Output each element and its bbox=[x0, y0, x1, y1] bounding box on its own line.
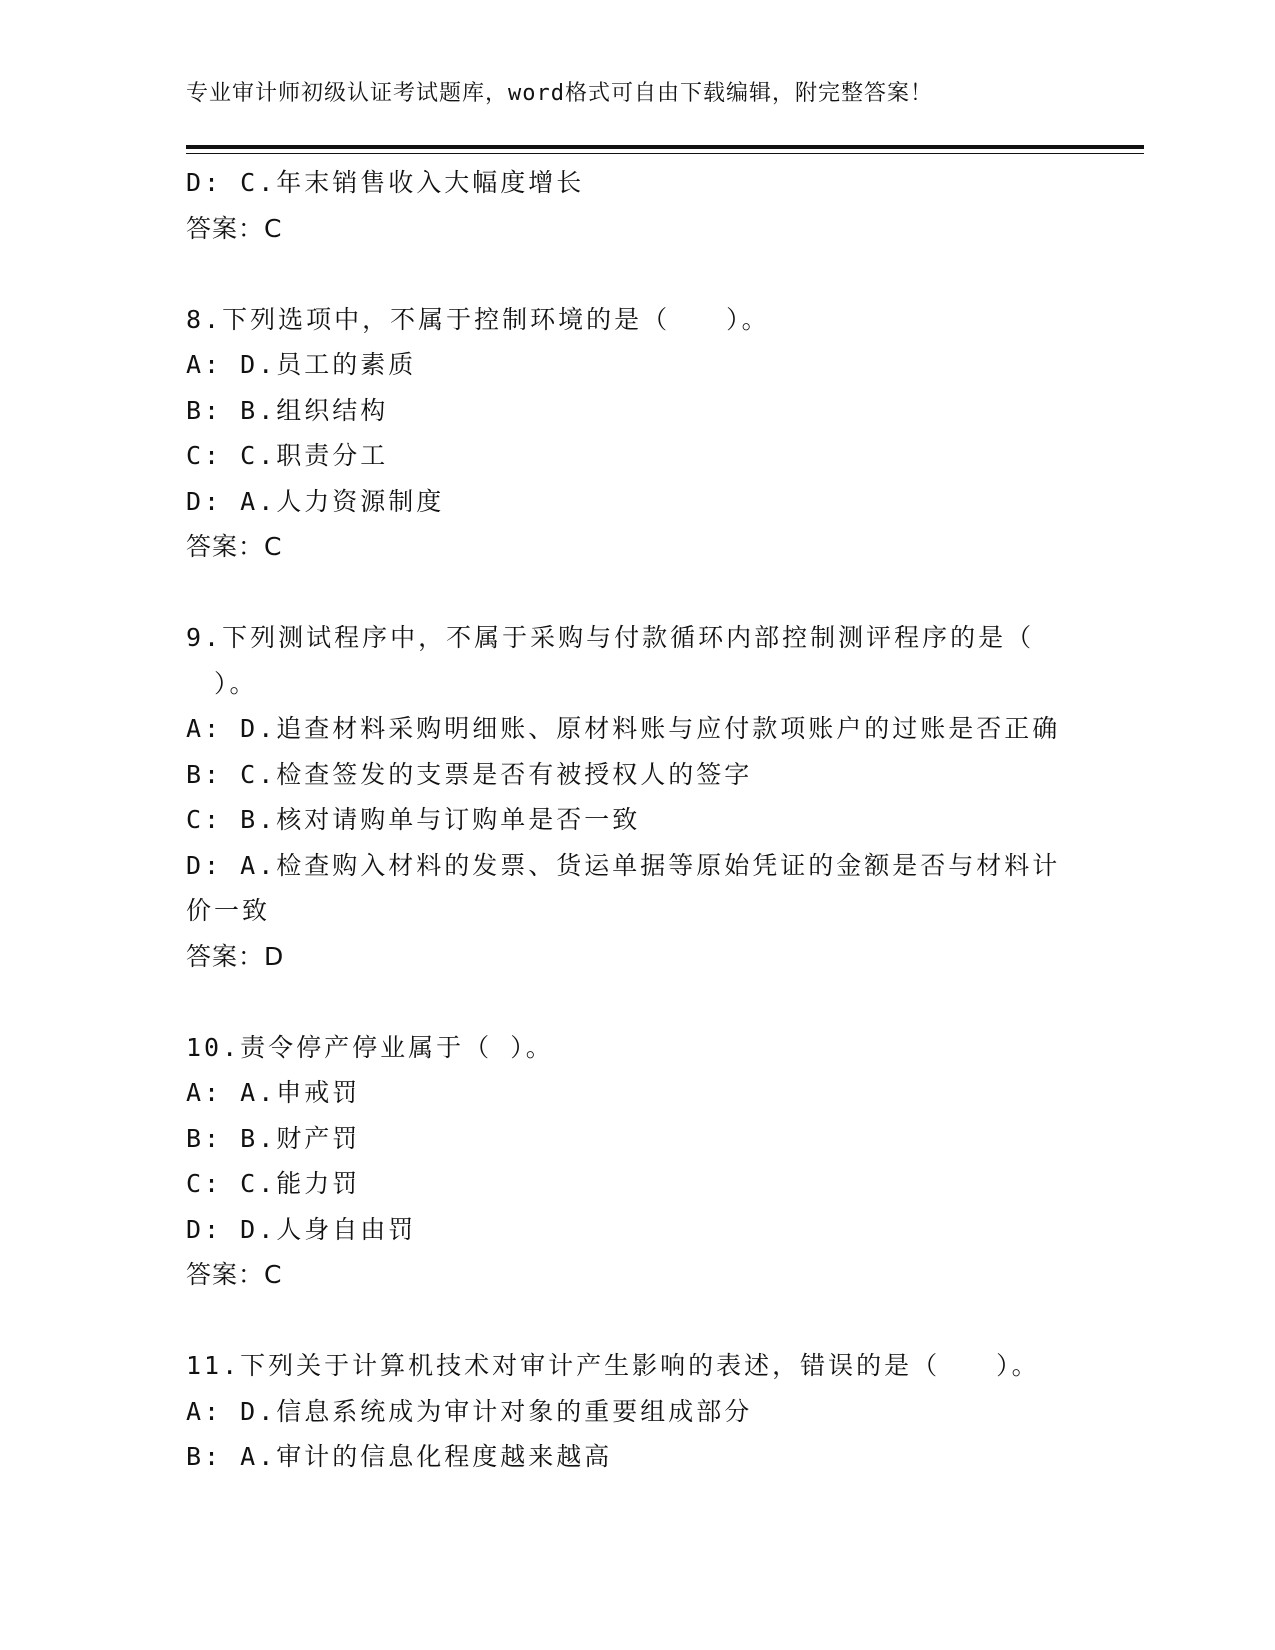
option-b: B: B.组织结构 bbox=[186, 395, 389, 425]
answer: 答案：C bbox=[186, 1260, 283, 1289]
question-stem: 10.责令停产停业属于（ ）。 bbox=[186, 1032, 554, 1062]
question-stem: 8.下列选项中，不属于控制环境的是（ ）。 bbox=[186, 304, 770, 334]
option-a: A: D.追查材料采购明细账、原材料账与应付款项账户的过账是否正确 bbox=[186, 714, 1061, 743]
spacer bbox=[186, 251, 1066, 297]
page-header: 专业审计师初级认证考试题库，word格式可自由下载编辑，附完整答案！ bbox=[186, 81, 933, 106]
option-c: C: B.核对请购单与订购单是否一致 bbox=[186, 805, 641, 834]
option-b: B: C.检查签发的支票是否有被授权人的签字 bbox=[186, 759, 753, 789]
option-d-continued: 价一致 bbox=[186, 896, 271, 925]
question-stem-continued: ）。 bbox=[186, 668, 258, 698]
spacer bbox=[186, 979, 1066, 1025]
question-stem: 11.下列关于计算机技术对审计产生影响的表述，错误的是（ ）。 bbox=[186, 1351, 1040, 1380]
option-a: A: D.信息系统成为审计对象的重要组成部分 bbox=[186, 1396, 753, 1426]
option-c: C: C.能力罚 bbox=[186, 1169, 361, 1198]
header-rule-thick bbox=[186, 145, 1144, 149]
option-b: B: A.审计的信息化程度越来越高 bbox=[186, 1442, 613, 1471]
answer: 答案：C bbox=[186, 213, 283, 243]
spacer bbox=[186, 1298, 1066, 1344]
answer: 答案：C bbox=[186, 532, 283, 561]
option-d: D: D.人身自由罚 bbox=[186, 1214, 417, 1244]
header-rule-thin bbox=[186, 153, 1144, 154]
option-b: B: B.财产罚 bbox=[186, 1123, 361, 1153]
option-a: A: A.申戒罚 bbox=[186, 1078, 361, 1107]
option-d: D: A.检查购入材料的发票、货运单据等原始凭证的金额是否与材料计 bbox=[186, 850, 1061, 880]
spacer bbox=[186, 570, 1066, 616]
question-content bbox=[186, 160, 1066, 1480]
answer: 答案：D bbox=[186, 941, 285, 971]
option-d: D: A.人力资源制度 bbox=[186, 486, 445, 516]
option-d: D: C.年末销售收入大幅度增长 bbox=[186, 168, 585, 197]
option-a: A: D.员工的素质 bbox=[186, 350, 417, 379]
question-stem: 9.下列测试程序中，不属于采购与付款循环内部控制测评程序的是（ bbox=[186, 623, 1035, 652]
option-c: C: C.职责分工 bbox=[186, 441, 389, 470]
